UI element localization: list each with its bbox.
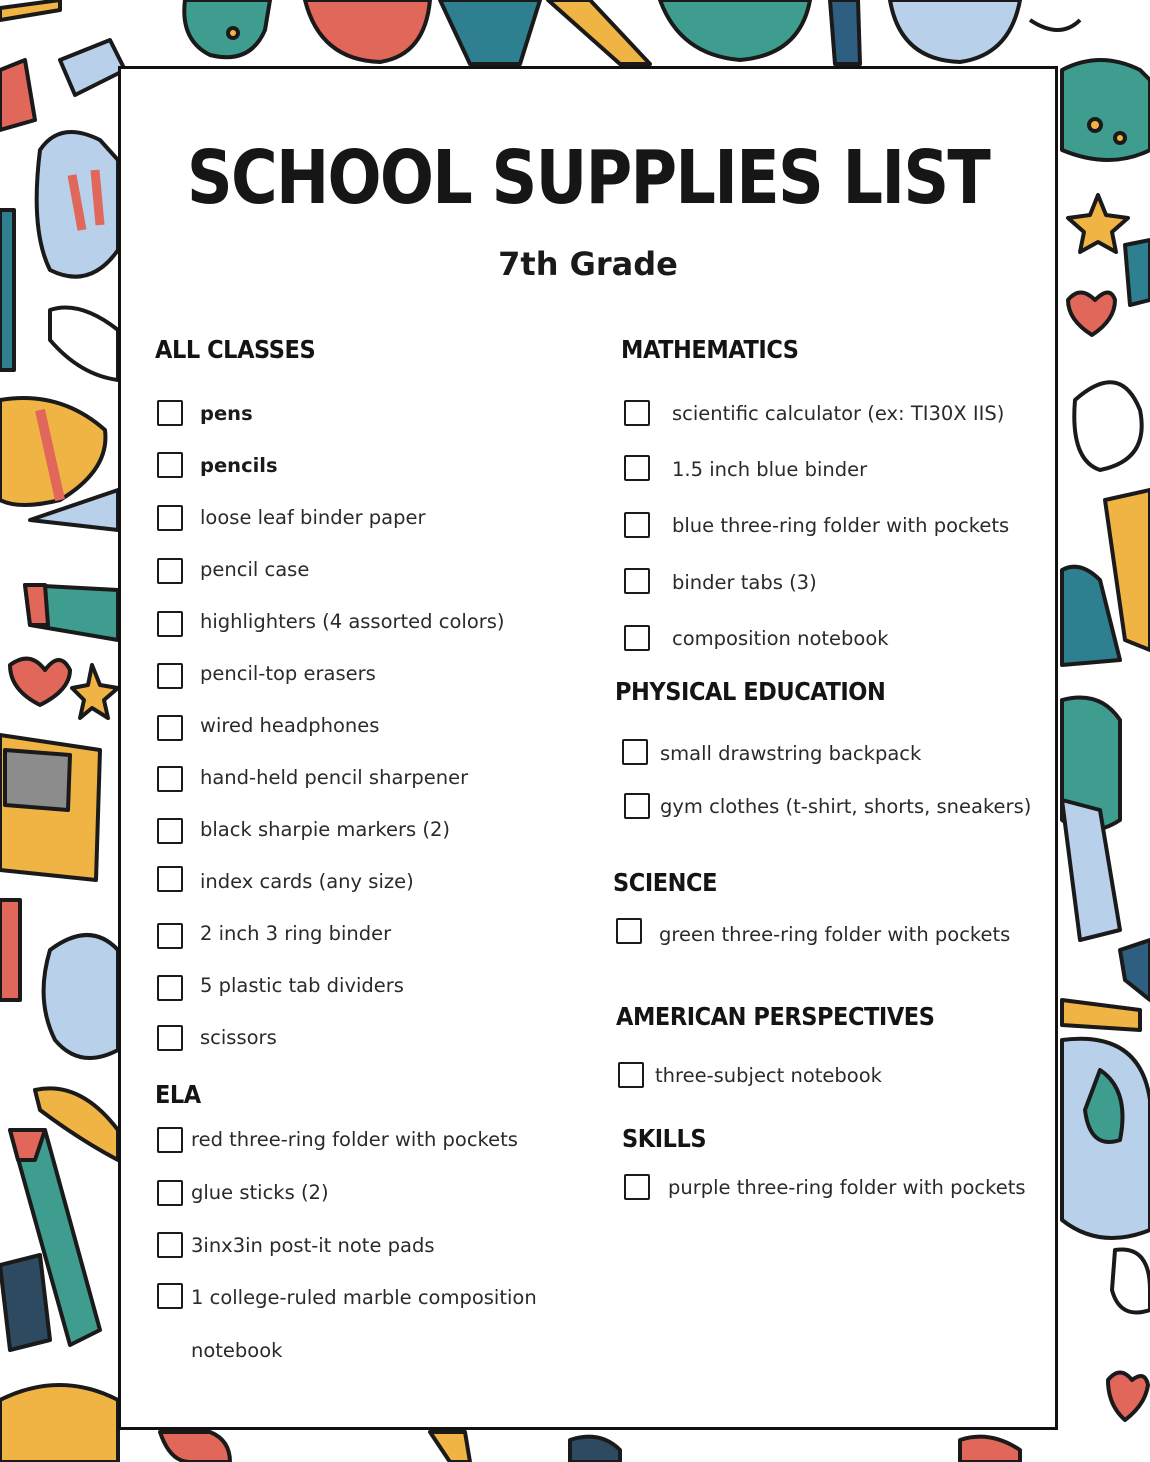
item-pencil-case: pencil case	[200, 558, 310, 581]
item-ring-binder: 2 inch 3 ring binder	[200, 922, 392, 945]
item-scientific-calculator: scientific calculator (ex: TI30X IIS)	[672, 402, 1005, 425]
checkbox-pencil-case[interactable]	[157, 558, 183, 584]
checkbox-blue-binder[interactable]	[624, 455, 650, 481]
checkbox-gym-clothes[interactable]	[624, 793, 650, 819]
item-post-it-pads: 3inx3in post-it note pads	[191, 1234, 435, 1257]
checkbox-post-it-pads[interactable]	[157, 1232, 183, 1258]
checkbox-pencil-top-erasers[interactable]	[157, 663, 183, 689]
item-scissors: scissors	[200, 1026, 277, 1049]
checkbox-wired-headphones[interactable]	[157, 715, 183, 741]
checkbox-purple-folder[interactable]	[624, 1174, 650, 1200]
item-blue-binder: 1.5 inch blue binder	[672, 458, 868, 481]
item-composition-notebook-math: composition notebook	[672, 627, 889, 650]
checkbox-glue-sticks[interactable]	[157, 1180, 183, 1206]
checkbox-composition-notebook-ela[interactable]	[157, 1283, 183, 1309]
item-composition-notebook-ela-continued: notebook	[191, 1339, 283, 1362]
checkbox-highlighters[interactable]	[157, 611, 183, 637]
item-pens: pens	[200, 402, 253, 425]
heading-all-classes: ALL CLASSES	[155, 335, 316, 364]
checkbox-index-cards[interactable]	[157, 866, 183, 892]
checkbox-scientific-calculator[interactable]	[624, 400, 650, 426]
item-pencil-top-erasers: pencil-top erasers	[200, 662, 376, 685]
checkbox-ring-binder[interactable]	[157, 923, 183, 949]
item-sharpie-markers: black sharpie markers (2)	[200, 818, 450, 841]
item-red-folder: red three-ring folder with pockets	[191, 1128, 518, 1151]
item-pencils: pencils	[200, 454, 278, 477]
item-purple-folder: purple three-ring folder with pockets	[668, 1176, 1026, 1199]
item-binder-tabs: binder tabs (3)	[672, 571, 817, 594]
item-loose-leaf-paper: loose leaf binder paper	[200, 506, 426, 529]
heading-ela: ELA	[155, 1080, 201, 1109]
checkbox-tab-dividers[interactable]	[157, 975, 183, 1001]
heading-science: SCIENCE	[613, 868, 718, 897]
page-title: SCHOOL SUPPLIES LIST	[186, 135, 990, 221]
item-glue-sticks: glue sticks (2)	[191, 1181, 329, 1204]
checkbox-blue-folder[interactable]	[624, 512, 650, 538]
heading-american-perspectives: AMERICAN PERSPECTIVES	[616, 1002, 935, 1031]
checkbox-red-folder[interactable]	[157, 1127, 183, 1153]
checkbox-pens[interactable]	[157, 400, 183, 426]
heading-skills: SKILLS	[622, 1124, 707, 1153]
supplies-card	[118, 66, 1058, 1430]
item-tab-dividers: 5 plastic tab dividers	[200, 974, 404, 997]
checkbox-green-folder[interactable]	[616, 918, 642, 944]
checkbox-three-subject-notebook[interactable]	[618, 1062, 644, 1088]
item-wired-headphones: wired headphones	[200, 714, 380, 737]
heading-physical-education: PHYSICAL EDUCATION	[615, 677, 886, 706]
heading-mathematics: MATHEMATICS	[621, 335, 799, 364]
item-pencil-sharpener: hand-held pencil sharpener	[200, 766, 469, 789]
checkbox-scissors[interactable]	[157, 1025, 183, 1051]
checkbox-pencil-sharpener[interactable]	[157, 766, 183, 792]
checkbox-sharpie-markers[interactable]	[157, 818, 183, 844]
checkbox-composition-notebook-math[interactable]	[624, 625, 650, 651]
checkbox-binder-tabs[interactable]	[624, 568, 650, 594]
checkbox-drawstring-backpack[interactable]	[622, 739, 648, 765]
item-gym-clothes: gym clothes (t-shirt, shorts, sneakers)	[660, 795, 1032, 818]
item-drawstring-backpack: small drawstring backpack	[660, 742, 922, 765]
grade-subtitle: 7th Grade	[498, 245, 678, 283]
item-composition-notebook-ela: 1 college-ruled marble composition	[191, 1286, 537, 1309]
item-green-folder: green three-ring folder with pockets	[659, 923, 1011, 946]
item-blue-folder: blue three-ring folder with pockets	[672, 514, 1010, 537]
checkbox-pencils[interactable]	[157, 452, 183, 478]
item-highlighters: highlighters (4 assorted colors)	[200, 610, 505, 633]
item-three-subject-notebook: three-subject notebook	[655, 1064, 882, 1087]
checkbox-loose-leaf-paper[interactable]	[157, 505, 183, 531]
item-index-cards: index cards (any size)	[200, 870, 414, 893]
